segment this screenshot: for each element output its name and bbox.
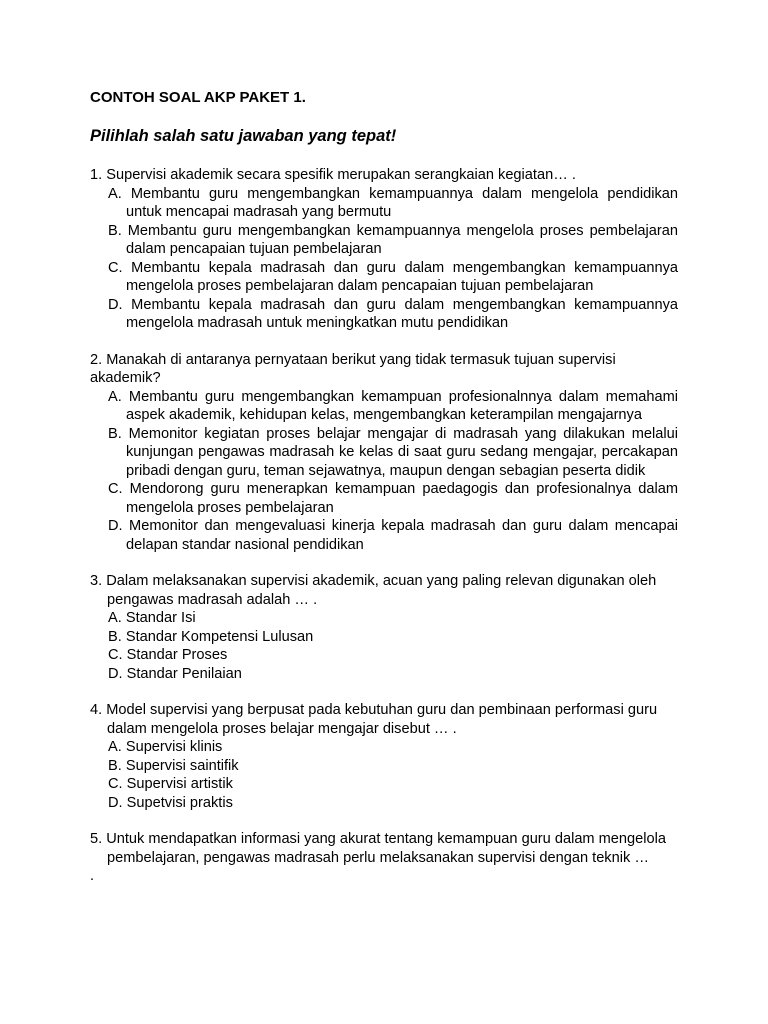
option-a: A. Membantu guru mengembangkan kemampuan profesionalnnya dalam memahami aspek akademik, kehidupan kelas, mengembangkan keterampilan mengajarnya [108,388,678,423]
question-text: 2. Manakah di antaranya pernyataan berikut yang tidak termasuk tujuan supervisi akademik? [90,351,616,386]
option-c: C. Standar Proses [108,647,228,663]
option-c: C. Membantu kepala madrasah dan guru dalam mengembangkan kemampuannya mengelola proses pembelajaran dalam pencapaian tujuan pembelajaran [108,259,678,294]
option-d: D. Membantu kepala madrasah dan guru dalam mengembangkan kemampuannya mengelola madrasah untuk meningkatkan mutu pendidikan [108,296,678,331]
option-list [90,609,678,683]
option-b: B. Supervisi saintifik [108,757,239,774]
question-1 [90,166,678,333]
option-a: A. Supervisi klinis [108,739,223,755]
option-c: C. Supervisi artistik [108,776,233,792]
option-list [90,185,678,333]
option-d: D. Supetvisi praktis [108,794,233,811]
option-d: D. Memonitor dan mengevaluasi kinerja kepala madrasah dan guru dalam mencapai delapan standar nasional pendidikan [108,518,678,553]
question-5 [90,830,678,885]
option-b: B. Memonitor kegiatan proses belajar mengajar di madrasah yang dilakukan melalui kunjungan pengawas madrasah ke kelas di saat guru sedang mengajar, percakapan pribadi dengan guru, teman sejawatnya, maupun dengan sebagian peserta didik [108,425,678,479]
option-d: D. Standar Penilaian [108,665,242,682]
question-text: 4. Model supervisi yang berpusat pada kebutuhan guru dan pembinaan performasi guru dalam mengelola proses belajar mengajar disebut … . [90,702,658,737]
question-text: 1. Supervisi akademik secara spesifik merupakan serangkaian kegiatan… . [90,167,576,183]
question-2 [90,351,678,555]
question-text: 5. Untuk mendapatkan informasi yang akurat tentang kemampuan guru dalam mengelola pembelajaran, pengawas madrasah perlu melaksanakan supervisi dengan teknik … [90,831,666,866]
question-3 [90,572,678,683]
question-list [90,166,678,885]
option-list [90,738,678,812]
option-a: A. Standar Isi [108,610,196,626]
question-4 [90,701,678,812]
option-b: B. Standar Kompetensi Lulusan [108,628,314,645]
option-a: A. Membantu guru mengembangkan kemampuannya dalam mengelola pendidikan untuk mencapai madrasah yang bermutu [108,185,678,220]
option-c: C. Mendorong guru menerapkan kemampuan paedagogis dan profesionalnya dalam mengelola proses pembelajaran [108,481,678,516]
option-list [90,388,678,555]
document-title: CONTOH SOAL AKP PAKET 1. [90,89,306,106]
instruction-text: Pilihlah salah satu jawaban yang tepat! [90,127,397,145]
option-b: B. Membantu guru mengembangkan kemampuannya mengelola proses pembelajaran dalam pencapaian tujuan pembelajaran [108,222,678,257]
trailing-mark: . [90,868,95,884]
question-text: 3. Dalam melaksanakan supervisi akademik, acuan yang paling relevan digunakan oleh pengawas madrasah adalah … . [90,573,657,608]
